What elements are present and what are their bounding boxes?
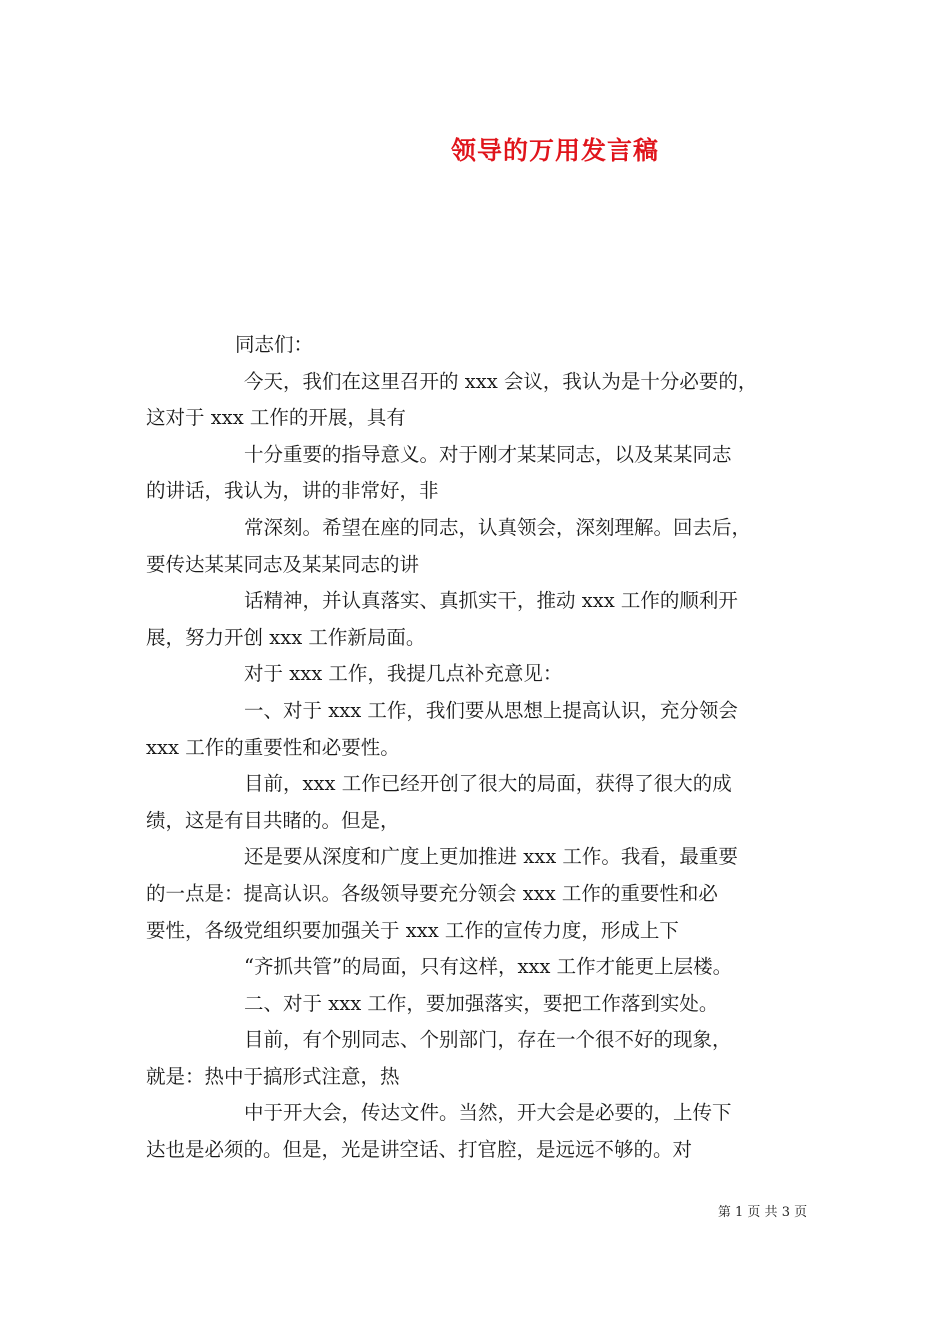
paragraph-line: 这对于 xxx 工作的开展，具有 bbox=[146, 406, 406, 430]
paragraph-line: 展，努力开创 xxx 工作新局面。 bbox=[146, 625, 426, 649]
paragraph-line: 二、对于 xxx 工作，要加强落实，要把工作落到实处。 bbox=[244, 991, 719, 1015]
paragraph-line: 今天，我们在这里召开的 xxx 会议，我认为是十分必要的， bbox=[244, 369, 758, 393]
paragraph-line: 目前，有个别同志、个别部门，存在一个很不好的现象， bbox=[244, 1028, 732, 1052]
paragraph-line: 十分重要的指导意义。对于刚才某某同志，以及某某同志 bbox=[244, 442, 732, 466]
paragraph-line: 达也是必须的。但是，光是讲空话、打官腔，是远远不够的。对 bbox=[146, 1138, 693, 1162]
paragraph-line: “齐抓共管”的局面，只有这样，xxx 工作才能更上层楼。 bbox=[244, 955, 733, 979]
paragraph-line: 的讲话，我认为，讲的非常好，非 bbox=[146, 479, 439, 503]
document-title: 领导的万用发言稿 bbox=[450, 136, 659, 165]
paragraph-line: 目前，xxx 工作已经开创了很大的局面，获得了很大的成 bbox=[244, 772, 732, 796]
paragraph-line: 一、对于 xxx 工作，我们要从思想上提高认识，充分领会 bbox=[244, 698, 738, 722]
paragraph-line: 绩，这是有目共睹的。但是， bbox=[146, 808, 400, 832]
paragraph-line: 同志们： bbox=[235, 333, 314, 356]
page-number-footer: 第 1 页 共 3 页 bbox=[717, 1205, 808, 1220]
document-body bbox=[146, 327, 816, 1169]
paragraph-line: 要性，各级党组织要加强关于 xxx 工作的宣传力度，形成上下 bbox=[146, 918, 679, 942]
paragraph-line: 常深刻。希望在座的同志，认真领会，深刻理解。回去后， bbox=[244, 515, 752, 539]
paragraph-line: 还是要从深度和广度上更加推进 xxx 工作。我看，最重要 bbox=[244, 845, 738, 869]
paragraph-line: xxx 工作的重要性和必要性。 bbox=[146, 735, 400, 759]
paragraph-line: 话精神，并认真落实、真抓实干，推动 xxx 工作的顺利开 bbox=[244, 589, 738, 613]
paragraph-line: 对于 xxx 工作，我提几点补充意见： bbox=[244, 662, 563, 686]
paragraph-line: 就是：热中于搞形式注意，热 bbox=[146, 1064, 400, 1088]
paragraph-line: 的一点是：提高认识。各级领导要充分领会 xxx 工作的重要性和必 bbox=[146, 881, 718, 905]
paragraph-line: 要传达某某同志及某某同志的讲 bbox=[146, 552, 420, 576]
paragraph-line: 中于开大会，传达文件。当然，开大会是必要的，上传下 bbox=[244, 1101, 732, 1125]
